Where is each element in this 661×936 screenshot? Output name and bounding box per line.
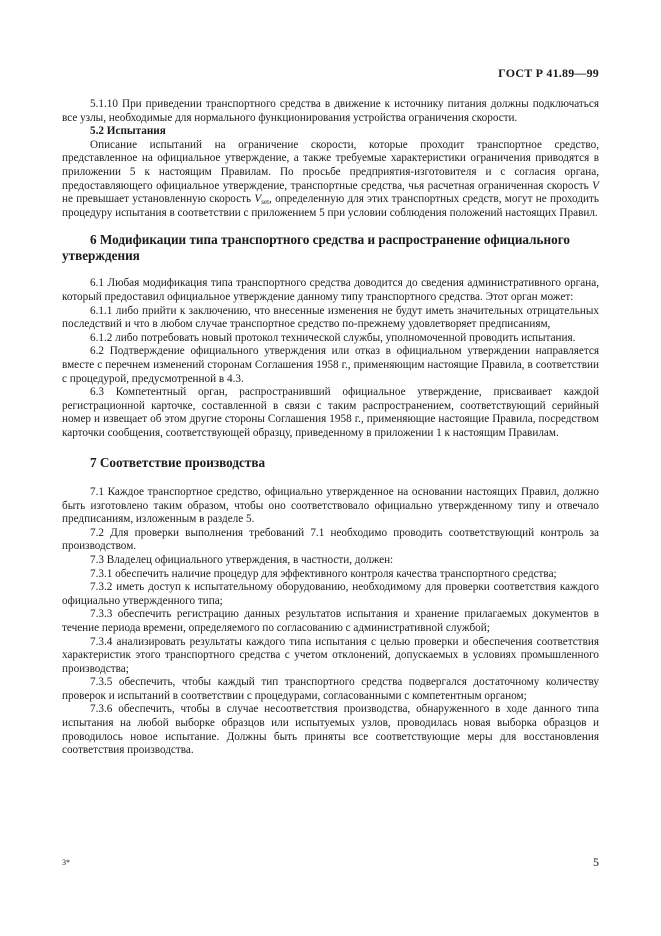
clause-7-3-6: 7.3.6 обеспечить, чтобы в случае несоответствия производства, обнаруженного в ходе данного типа испытания на любой выборке образцов или испытуемых узлов, проводилась новая выборка образцов и проводилось новое испытание. Должны быть приняты все соответствующие меры для восстановления соответствия производства. xyxy=(62,703,599,757)
clause-5-2-part-3: , определенную для этих транспортных средств, могут не проходить процедуру испытания в соответствии с приложением 5 при условии соблюдения положений настоящих Правил. xyxy=(62,193,599,219)
clause-5-2-part-1: Описание испытаний на ограничение скорости, которые проходит транспортное средство, представленное на официальное утверждение, а также требуемые характеристики ограничения приводятся в приложении 5 к настоящим Правилам. По просьбе предприятия-изготовителя и с согласия органа, предоставляющего официальное утверждение, транспортные средства, чья расчетная ограниченная скорость xyxy=(62,138,599,192)
clause-7-2: 7.2 Для проверки выполнения требований 7.1 необходимо проводить соответствующий контроль за производством. xyxy=(62,526,599,553)
variable-v: V xyxy=(592,179,599,192)
document-body xyxy=(62,98,599,758)
section-7-heading: 7 Соответствие производства xyxy=(90,455,266,471)
clause-5-1-10: 5.1.10 При приведении транспортного средства в движение к источнику питания должны подключаться все узлы, необходимые для нормального функционирования устройства ограничения скорости. xyxy=(62,98,599,124)
clause-7-3-3: 7.3.3 обеспечить регистрацию данных результатов испытания и хранение прилагаемых документов в течение периода времени, определяемого по согласованию с административной службой; xyxy=(62,608,599,634)
clause-6-1: 6.1 Любая модификация типа транспортного средства доводится до сведения административного органа, который предоставил официальное утверждение данному типу транспортного средства. Этот орган может: xyxy=(62,277,599,303)
clause-5-2-text xyxy=(62,139,599,221)
clause-7-3: 7.3 Владелец официального утверждения, в частности, должен: xyxy=(90,553,394,566)
clause-6-1-2: 6.1.2 либо потребовать новый протокол технической службы, уполномоченной проводить испытания. xyxy=(90,331,576,344)
page-number: 5 xyxy=(593,855,599,869)
sheet-mark: 3* xyxy=(62,858,70,867)
section-6-heading: 6 Модификации типа транспортного средства и распространение официального утверждения xyxy=(62,232,570,263)
subsection-heading-5-2: 5.2 Испытания xyxy=(90,125,166,138)
clause-6-1-1: 6.1.1 либо прийти к заключению, что внесенные изменения не будут иметь значительных отрицательных последствий и что в любом случае транспортное средство по-прежнему удовлетворяет предписаниям, xyxy=(62,304,599,331)
clause-7-3-4: 7.3.4 анализировать результаты каждого типа испытания с целью проверки и обеспечения соответствия характеристик этого транспортного средства с учетом отклонений, допускаемых в условиях промышленного производства; xyxy=(62,635,599,675)
clause-6-2: 6.2 Подтверждение официального утверждения или отказ в официальном утверждении направляется вместе с перечнем изменений сторонам Соглашения 1958 г., применяющим настоящие Правила, в соответствии с процедурой, предусмотренной в 4.3. xyxy=(62,345,599,385)
document-header-id: ГОСТ Р 41.89—99 xyxy=(498,66,599,80)
variable-vset: V xyxy=(254,193,262,206)
clause-6-3: 6.3 Компетентный орган, распространивший официальное утверждение, присваивает каждой регистрационной карточке, составленной в связи с таким распространением, соответствующий серийный номер и извещает об этом другие стороны Соглашения 1958 г., применяющие настоящие Правила, посредством карточки сообщения, соответствующей образцу, приведенному в приложении 1 к настоящим Правилам. xyxy=(62,386,599,439)
clause-7-3-1: 7.3.1 обеспечить наличие процедур для эффективного контроля качества транспортного средства; xyxy=(90,567,557,580)
clause-7-1: 7.1 Каждое транспортное средство, официально утвержденное на основании настоящих Правил, должно быть изготовлено таким образом, чтобы оно соответствовало официально утвержденному типу и отвечало предписаниям, изложенным в разделе 5. xyxy=(62,485,599,526)
variable-vset-subscript: set xyxy=(261,198,270,207)
clause-7-3-2: 7.3.2 иметь доступ к испытательному оборудованию, необходимому для проверки соответствия каждого официально утвержденного типа; xyxy=(62,581,599,607)
clause-7-3-5: 7.3.5 обеспечить, чтобы каждый тип транспортного средства подвергался достаточному количеству проверок и испытаний в соответствии с процедурами, согласованными с компетентным органом; xyxy=(62,676,599,702)
clause-5-2-part-2: не превышает установленную скорость xyxy=(62,193,255,206)
